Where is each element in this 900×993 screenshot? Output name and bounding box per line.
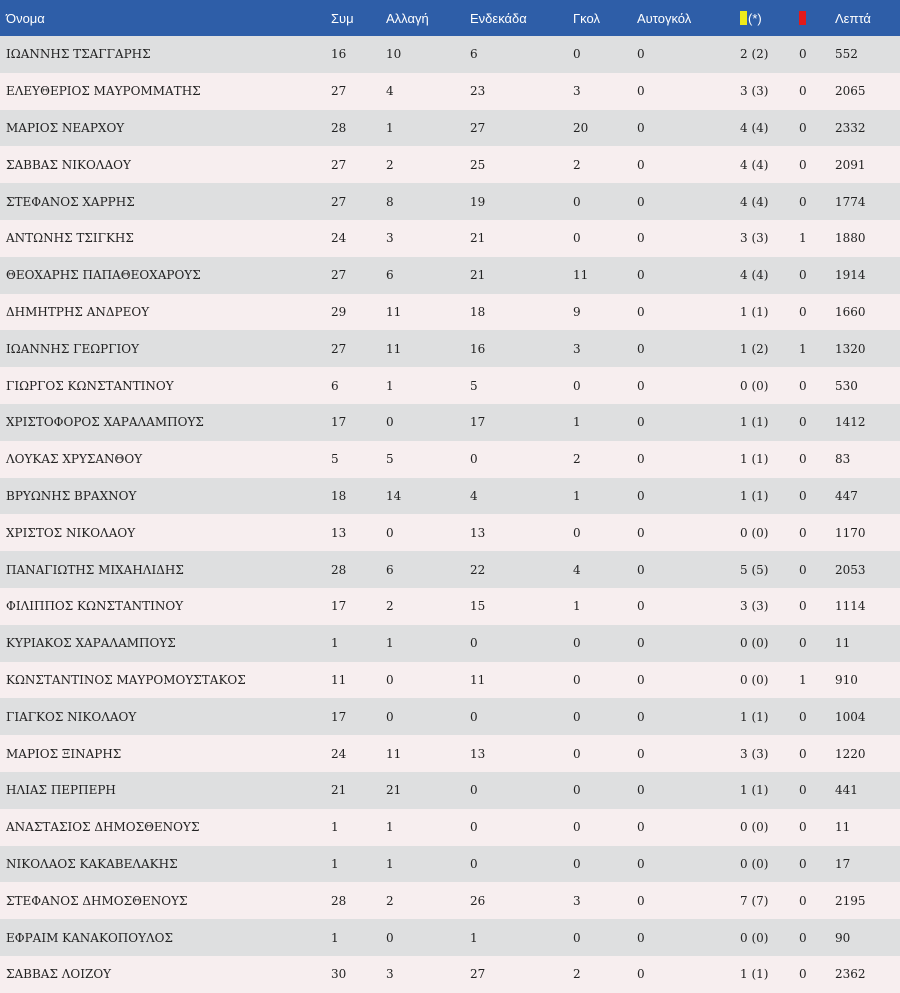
own-goals-cell: 0 <box>637 967 645 982</box>
player-name: ΣΑΒΒΑΣ ΛΟΙΖΟΥ <box>6 967 112 982</box>
player-name: ΚΩΝΣΤΑΝΤΙΝΟΣ ΜΑΥΡΟΜΟΥΣΤΑΚΟΣ <box>6 672 246 687</box>
appearances-cell: 17 <box>331 415 347 430</box>
own-goals-cell: 0 <box>637 820 645 835</box>
minutes-cell: 17 <box>835 856 851 871</box>
header-starting[interactable]: Ενδεκάδα <box>470 10 527 26</box>
table-body <box>0 36 900 993</box>
minutes-cell: 552 <box>835 47 858 62</box>
table-row <box>0 588 900 625</box>
starting-cell: 16 <box>470 341 486 356</box>
minutes-cell: 90 <box>835 930 851 945</box>
yellow-cards-cell: 1 (1) <box>740 709 769 724</box>
red-cards-cell: 0 <box>799 930 807 945</box>
yellow-cards-cell: 0 (0) <box>740 820 769 835</box>
yellow-cards-cell: 4 (4) <box>740 157 769 172</box>
player-name: ΦΙΛΙΠΠΟΣ ΚΩΝΣΤΑΝΤΙΝΟΥ <box>6 599 184 614</box>
goals-cell: 1 <box>573 488 581 503</box>
minutes-cell: 447 <box>835 488 858 503</box>
minutes-cell: 1660 <box>835 304 866 319</box>
table-row <box>0 772 900 809</box>
starting-cell: 27 <box>470 967 486 982</box>
red-cards-cell: 0 <box>799 599 807 614</box>
appearances-cell: 1 <box>331 820 339 835</box>
starting-cell: 25 <box>470 157 486 172</box>
table-row <box>0 956 900 993</box>
minutes-cell: 1220 <box>835 746 866 761</box>
player-name: ΣΤΕΦΑΝΟΣ ΧΑΡΡΗΣ <box>6 194 135 209</box>
substitutions-cell: 5 <box>386 452 394 467</box>
goals-cell: 0 <box>573 783 581 798</box>
starting-cell: 19 <box>470 194 486 209</box>
starting-cell: 1 <box>470 930 478 945</box>
table-row <box>0 294 900 331</box>
appearances-cell: 5 <box>331 452 339 467</box>
table-row <box>0 73 900 110</box>
minutes-cell: 1004 <box>835 709 866 724</box>
appearances-cell: 18 <box>331 488 347 503</box>
goals-cell: 0 <box>573 47 581 62</box>
appearances-cell: 27 <box>331 268 347 283</box>
yellow-cards-cell: 0 (0) <box>740 856 769 871</box>
yellow-cards-cell: 1 (1) <box>740 488 769 503</box>
red-card-icon <box>799 11 806 25</box>
yellow-cards-cell: 1 (1) <box>740 304 769 319</box>
goals-cell: 4 <box>573 562 581 577</box>
appearances-cell: 1 <box>331 856 339 871</box>
minutes-cell: 2195 <box>835 893 866 908</box>
table-row <box>0 698 900 735</box>
red-cards-cell: 0 <box>799 268 807 283</box>
table-row <box>0 257 900 294</box>
starting-cell: 0 <box>470 709 478 724</box>
minutes-cell: 2332 <box>835 120 866 135</box>
own-goals-cell: 0 <box>637 930 645 945</box>
yellow-cards-cell: 4 (4) <box>740 194 769 209</box>
starting-cell: 26 <box>470 893 486 908</box>
starting-cell: 0 <box>470 856 478 871</box>
player-name: ΓΙΩΡΓΟΣ ΚΩΝΣΤΑΝΤΙΝΟΥ <box>6 378 174 393</box>
minutes-cell: 2362 <box>835 967 866 982</box>
appearances-cell: 30 <box>331 967 347 982</box>
appearances-cell: 28 <box>331 562 347 577</box>
yellow-cards-cell: 4 (4) <box>740 268 769 283</box>
yellow-cards-cell: 0 (0) <box>740 636 769 651</box>
appearances-cell: 1 <box>331 636 339 651</box>
own-goals-cell: 0 <box>637 452 645 467</box>
substitutions-cell: 11 <box>386 746 402 761</box>
substitutions-cell: 10 <box>386 47 402 62</box>
red-cards-cell: 0 <box>799 636 807 651</box>
appearances-cell: 17 <box>331 599 347 614</box>
substitutions-cell: 0 <box>386 930 394 945</box>
yellow-card-suffix: (*) <box>748 10 762 26</box>
appearances-cell: 27 <box>331 194 347 209</box>
header-red-cards[interactable] <box>793 0 829 36</box>
starting-cell: 17 <box>470 415 486 430</box>
substitutions-cell: 1 <box>386 378 394 393</box>
table-row <box>0 183 900 220</box>
red-cards-cell: 1 <box>799 341 807 356</box>
player-name: ΛΟΥΚΑΣ ΧΡΥΣΑΝΘΟΥ <box>6 452 143 467</box>
appearances-cell: 11 <box>331 672 347 687</box>
appearances-cell: 24 <box>331 231 347 246</box>
own-goals-cell: 0 <box>637 783 645 798</box>
player-name: ΠΑΝΑΓΙΩΤΗΣ ΜΙΧΑΗΛΙΔΗΣ <box>6 562 184 577</box>
table-row <box>0 662 900 699</box>
player-name: ΣΤΕΦΑΝΟΣ ΔΗΜΟΣΘΕΝΟΥΣ <box>6 893 188 908</box>
player-name: ΚΥΡΙΑΚΟΣ ΧΑΡΑΛΑΜΠΟΥΣ <box>6 636 176 651</box>
goals-cell: 0 <box>573 194 581 209</box>
own-goals-cell: 0 <box>637 893 645 908</box>
starting-cell: 5 <box>470 378 478 393</box>
minutes-cell: 1880 <box>835 231 866 246</box>
red-cards-cell: 0 <box>799 746 807 761</box>
own-goals-cell: 0 <box>637 341 645 356</box>
player-name: ΘΕΟΧΑΡΗΣ ΠΑΠΑΘΕΟΧΑΡΟΥΣ <box>6 268 201 283</box>
minutes-cell: 11 <box>835 636 851 651</box>
minutes-cell: 83 <box>835 452 851 467</box>
table-row <box>0 220 900 257</box>
substitutions-cell: 1 <box>386 856 394 871</box>
yellow-cards-cell: 1 (1) <box>740 783 769 798</box>
own-goals-cell: 0 <box>637 47 645 62</box>
yellow-cards-cell: 0 (0) <box>740 378 769 393</box>
yellow-cards-cell: 2 (2) <box>740 47 769 62</box>
substitutions-cell: 2 <box>386 893 394 908</box>
own-goals-cell: 0 <box>637 562 645 577</box>
yellow-cards-cell: 5 (5) <box>740 562 769 577</box>
red-cards-cell: 0 <box>799 157 807 172</box>
red-cards-cell: 1 <box>799 231 807 246</box>
own-goals-cell: 0 <box>637 415 645 430</box>
yellow-cards-cell: 3 (3) <box>740 231 769 246</box>
table-row <box>0 36 900 73</box>
starting-cell: 13 <box>470 746 486 761</box>
player-name: ΕΦΡΑΙΜ ΚΑΝΑΚΟΠΟΥΛΟΣ <box>6 930 173 945</box>
red-cards-cell: 0 <box>799 452 807 467</box>
player-name: ΗΛΙΑΣ ΠΕΡΠΕΡΗ <box>6 783 116 798</box>
minutes-cell: 530 <box>835 378 858 393</box>
minutes-cell: 2091 <box>835 157 866 172</box>
starting-cell: 23 <box>470 84 486 99</box>
yellow-cards-cell: 0 (0) <box>740 525 769 540</box>
minutes-cell: 11 <box>835 820 851 835</box>
red-cards-cell: 0 <box>799 893 807 908</box>
table-row <box>0 146 900 183</box>
goals-cell: 0 <box>573 525 581 540</box>
player-name: ΓΙΑΓΚΟΣ ΝΙΚΟΛΑΟΥ <box>6 709 137 724</box>
substitutions-cell: 0 <box>386 525 394 540</box>
player-name: ΕΛΕΥΘΕΡΙΟΣ ΜΑΥΡΟΜΜΑΤΗΣ <box>6 84 201 99</box>
own-goals-cell: 0 <box>637 488 645 503</box>
minutes-cell: 910 <box>835 672 858 687</box>
substitutions-cell: 3 <box>386 967 394 982</box>
player-name: ΒΡΥΩΝΗΣ ΒΡΑΧΝΟΥ <box>6 488 137 503</box>
red-cards-cell: 1 <box>799 672 807 687</box>
yellow-cards-cell: 0 (0) <box>740 930 769 945</box>
red-cards-cell: 0 <box>799 194 807 209</box>
table-row <box>0 735 900 772</box>
header-own-goals[interactable]: Αυτογκόλ <box>637 10 692 26</box>
appearances-cell: 13 <box>331 525 347 540</box>
own-goals-cell: 0 <box>637 157 645 172</box>
own-goals-cell: 0 <box>637 709 645 724</box>
substitutions-cell: 1 <box>386 636 394 651</box>
yellow-cards-cell: 0 (0) <box>740 672 769 687</box>
goals-cell: 0 <box>573 231 581 246</box>
yellow-cards-cell: 1 (1) <box>740 967 769 982</box>
goals-cell: 0 <box>573 378 581 393</box>
appearances-cell: 27 <box>331 84 347 99</box>
table-row <box>0 478 900 515</box>
own-goals-cell: 0 <box>637 304 645 319</box>
red-cards-cell: 0 <box>799 84 807 99</box>
starting-cell: 21 <box>470 268 486 283</box>
minutes-cell: 1914 <box>835 268 866 283</box>
appearances-cell: 21 <box>331 783 347 798</box>
goals-cell: 2 <box>573 157 581 172</box>
substitutions-cell: 0 <box>386 709 394 724</box>
minutes-cell: 2053 <box>835 562 866 577</box>
header-goals[interactable]: Γκολ <box>573 10 600 26</box>
header-appearances[interactable]: Συμ <box>331 10 354 26</box>
appearances-cell: 27 <box>331 157 347 172</box>
appearances-cell: 1 <box>331 930 339 945</box>
own-goals-cell: 0 <box>637 378 645 393</box>
starting-cell: 15 <box>470 599 486 614</box>
minutes-cell: 1170 <box>835 525 866 540</box>
own-goals-cell: 0 <box>637 231 645 246</box>
goals-cell: 0 <box>573 856 581 871</box>
goals-cell: 1 <box>573 599 581 614</box>
own-goals-cell: 0 <box>637 84 645 99</box>
appearances-cell: 17 <box>331 709 347 724</box>
goals-cell: 3 <box>573 84 581 99</box>
substitutions-cell: 14 <box>386 488 402 503</box>
substitutions-cell: 0 <box>386 415 394 430</box>
red-cards-cell: 0 <box>799 488 807 503</box>
substitutions-cell: 2 <box>386 599 394 614</box>
table-row <box>0 514 900 551</box>
table-row <box>0 809 900 846</box>
starting-cell: 0 <box>470 452 478 467</box>
player-name: ΜΑΡΙΟΣ ΞΙΝΑΡΗΣ <box>6 746 122 761</box>
appearances-cell: 29 <box>331 304 347 319</box>
goals-cell: 0 <box>573 930 581 945</box>
goals-cell: 3 <box>573 893 581 908</box>
yellow-cards-cell: 3 (3) <box>740 84 769 99</box>
red-cards-cell: 0 <box>799 967 807 982</box>
starting-cell: 0 <box>470 636 478 651</box>
player-name: ΧΡΙΣΤΟΦΟΡΟΣ ΧΑΡΑΛΑΜΠΟΥΣ <box>6 415 204 430</box>
header-name[interactable]: Όνομα <box>6 10 45 26</box>
table-row <box>0 882 900 919</box>
starting-cell: 22 <box>470 562 486 577</box>
appearances-cell: 27 <box>331 341 347 356</box>
goals-cell: 20 <box>573 120 589 135</box>
substitutions-cell: 3 <box>386 231 394 246</box>
red-cards-cell: 0 <box>799 525 807 540</box>
substitutions-cell: 0 <box>386 672 394 687</box>
own-goals-cell: 0 <box>637 672 645 687</box>
table-row <box>0 919 900 956</box>
player-name: ΣΑΒΒΑΣ ΝΙΚΟΛΑΟΥ <box>6 157 131 172</box>
yellow-cards-cell: 1 (2) <box>740 341 769 356</box>
substitutions-cell: 6 <box>386 562 394 577</box>
table-row <box>0 551 900 588</box>
header-minutes[interactable]: Λεπτά <box>835 10 871 26</box>
substitutions-cell: 1 <box>386 120 394 135</box>
yellow-cards-cell: 3 (3) <box>740 746 769 761</box>
header-yellow-cards[interactable] <box>734 0 793 36</box>
red-cards-cell: 0 <box>799 378 807 393</box>
red-cards-cell: 0 <box>799 304 807 319</box>
table-header-row <box>0 0 900 36</box>
goals-cell: 9 <box>573 304 581 319</box>
player-name: ΝΙΚΟΛΑΟΣ ΚΑΚΑΒΕΛΑΚΗΣ <box>6 856 178 871</box>
substitutions-cell: 6 <box>386 268 394 283</box>
player-name: ΜΑΡΙΟΣ ΝΕΑΡΧΟΥ <box>6 120 125 135</box>
goals-cell: 11 <box>573 268 589 283</box>
own-goals-cell: 0 <box>637 599 645 614</box>
substitutions-cell: 1 <box>386 820 394 835</box>
red-cards-cell: 0 <box>799 856 807 871</box>
yellow-cards-cell: 3 (3) <box>740 599 769 614</box>
goals-cell: 1 <box>573 415 581 430</box>
own-goals-cell: 0 <box>637 746 645 761</box>
yellow-card-icon <box>740 11 747 25</box>
table-row <box>0 625 900 662</box>
substitutions-cell: 21 <box>386 783 402 798</box>
yellow-cards-cell: 4 (4) <box>740 120 769 135</box>
red-cards-cell: 0 <box>799 820 807 835</box>
player-name: ΙΩΑΝΝΗΣ ΤΣΑΓΓΑΡΗΣ <box>6 47 151 62</box>
substitutions-cell: 4 <box>386 84 394 99</box>
goals-cell: 0 <box>573 709 581 724</box>
goals-cell: 3 <box>573 341 581 356</box>
minutes-cell: 1412 <box>835 415 866 430</box>
own-goals-cell: 0 <box>637 636 645 651</box>
red-cards-cell: 0 <box>799 709 807 724</box>
yellow-cards-cell: 1 (1) <box>740 415 769 430</box>
minutes-cell: 1320 <box>835 341 866 356</box>
goals-cell: 0 <box>573 672 581 687</box>
appearances-cell: 28 <box>331 120 347 135</box>
substitutions-cell: 8 <box>386 194 394 209</box>
player-name: ΑΝΤΩΝΗΣ ΤΣΙΓΚΗΣ <box>6 231 134 246</box>
header-substitutions[interactable]: Αλλαγή <box>386 10 429 26</box>
goals-cell: 0 <box>573 746 581 761</box>
minutes-cell: 2065 <box>835 84 866 99</box>
goals-cell: 0 <box>573 636 581 651</box>
starting-cell: 6 <box>470 47 478 62</box>
starting-cell: 18 <box>470 304 486 319</box>
player-name: ΙΩΑΝΝΗΣ ΓΕΩΡΓΙΟΥ <box>6 341 140 356</box>
substitutions-cell: 11 <box>386 304 402 319</box>
table-row <box>0 404 900 441</box>
appearances-cell: 28 <box>331 893 347 908</box>
red-cards-cell: 0 <box>799 562 807 577</box>
appearances-cell: 24 <box>331 746 347 761</box>
starting-cell: 27 <box>470 120 486 135</box>
red-cards-cell: 0 <box>799 783 807 798</box>
player-name: ΔΗΜΗΤΡΗΣ ΑΝΔΡΕΟΥ <box>6 304 150 319</box>
goals-cell: 2 <box>573 967 581 982</box>
goals-cell: 2 <box>573 452 581 467</box>
yellow-cards-cell: 1 (1) <box>740 452 769 467</box>
starting-cell: 0 <box>470 820 478 835</box>
starting-cell: 21 <box>470 231 486 246</box>
own-goals-cell: 0 <box>637 856 645 871</box>
substitutions-cell: 11 <box>386 341 402 356</box>
player-name: ΧΡΙΣΤΟΣ ΝΙΚΟΛΑΟΥ <box>6 525 136 540</box>
own-goals-cell: 0 <box>637 268 645 283</box>
own-goals-cell: 0 <box>637 525 645 540</box>
table-row <box>0 367 900 404</box>
table-row <box>0 330 900 367</box>
starting-cell: 13 <box>470 525 486 540</box>
player-name: ΑΝΑΣΤΑΣΙΟΣ ΔΗΜΟΣΘΕΝΟΥΣ <box>6 820 200 835</box>
red-cards-cell: 0 <box>799 47 807 62</box>
goals-cell: 0 <box>573 820 581 835</box>
red-cards-cell: 0 <box>799 120 807 135</box>
table-row <box>0 846 900 883</box>
appearances-cell: 6 <box>331 378 339 393</box>
minutes-cell: 441 <box>835 783 858 798</box>
starting-cell: 0 <box>470 783 478 798</box>
red-cards-cell: 0 <box>799 415 807 430</box>
starting-cell: 4 <box>470 488 478 503</box>
table-row <box>0 110 900 147</box>
own-goals-cell: 0 <box>637 120 645 135</box>
starting-cell: 11 <box>470 672 486 687</box>
appearances-cell: 16 <box>331 47 347 62</box>
own-goals-cell: 0 <box>637 194 645 209</box>
substitutions-cell: 2 <box>386 157 394 172</box>
yellow-cards-cell: 7 (7) <box>740 893 769 908</box>
minutes-cell: 1774 <box>835 194 866 209</box>
minutes-cell: 1114 <box>835 599 866 614</box>
table-row <box>0 441 900 478</box>
